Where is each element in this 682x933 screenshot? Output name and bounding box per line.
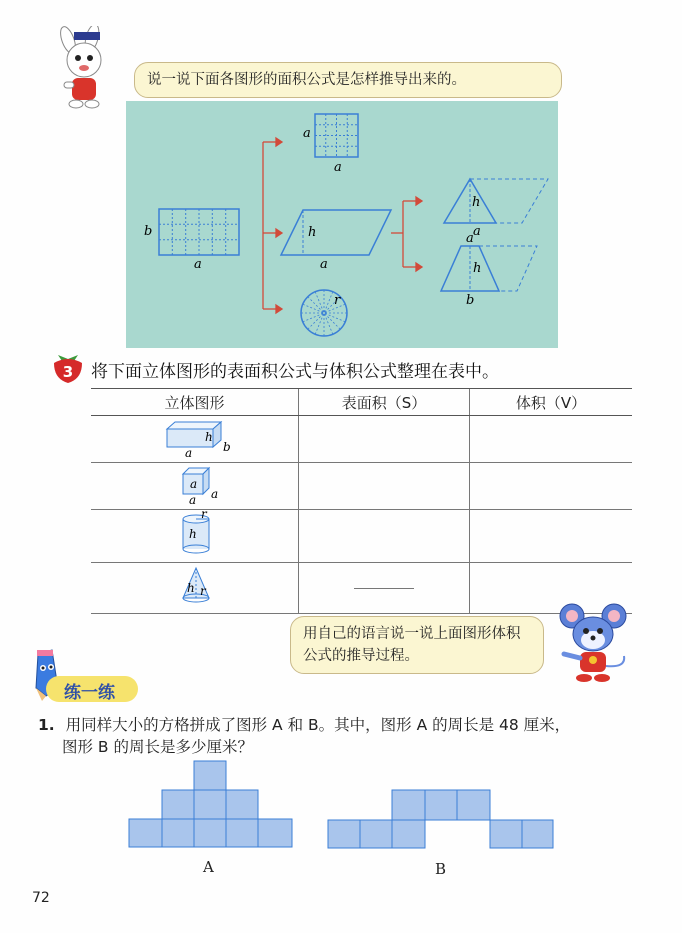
cylinder-h-label: h [188,527,197,541]
formula-table [91,388,632,614]
cube-a-label-2: a [210,487,218,501]
table-row [91,510,632,563]
question3-text: 将下面立体图形的表面积公式与体积公式整理在表中。 [91,362,499,382]
trapezoid-bottom-label: b [466,293,475,308]
cuboid-volume-cell[interactable] [470,416,633,463]
parallelogram-base-label: a [320,257,328,272]
cylinder-r-label: r [200,511,207,521]
cylinder-surface-cell[interactable] [299,510,470,563]
practice-title: 练一练 [64,683,115,703]
exercise-1 [38,714,658,758]
mouse-mascot [556,602,636,686]
cuboid-h-label: h [204,430,213,444]
table-row [91,563,632,614]
rabbit-mascot [50,26,122,110]
cube-a-label-1: a [189,477,197,491]
cuboid-surface-cell[interactable] [299,416,470,463]
square-grid [315,114,358,157]
figure-a-label: A [203,858,214,876]
square-bottom-label: a [334,160,342,175]
figure-b [327,788,555,850]
exercise-1-line2: 图形 B 的周长是多少厘米？ [62,738,253,756]
cuboid-figure [155,417,235,457]
cylinder-volume-cell[interactable] [470,510,633,563]
cone-r-label: r [199,584,206,598]
header-surface-area: 表面积（S） [299,389,470,416]
rectangle-side-label: b [144,224,153,239]
cuboid-cell [91,416,299,463]
circle-radius-label: r [334,293,341,308]
table-row [91,463,632,510]
header-volume: 体积（V） [470,389,633,416]
intro-speech-bubble [134,62,562,98]
area-formula-panel [126,101,558,348]
rectangle-grid [159,209,239,255]
cone-surface-cell[interactable] [299,563,470,614]
parallelogram [281,210,391,255]
table-header-row [91,389,632,416]
cube-cell [91,463,299,510]
cone-h-label: h [186,581,195,595]
cube-surface-cell[interactable] [299,463,470,510]
cylinder-cell [91,510,299,563]
cuboid-b-label: b [222,440,231,454]
header-solid: 立体图形 [91,389,299,416]
cone-surface-blank-line [354,588,414,589]
rectangle-bottom-label: a [194,257,202,272]
cone-cell [91,563,299,614]
cylinder-figure [165,511,225,557]
exercise-1-line1: 用同样大小的方格拼成了图形 A 和 B。其中，图形 A 的周长是 48 厘米， [65,716,571,734]
mouse-speech-text: 用自己的语言说一说上面图形体积公式的推导过程。 [303,626,521,664]
question3-number: 3 [62,363,74,381]
parallelogram-height-label: h [308,225,317,240]
derivation-arrows [263,138,422,313]
figure-a [128,760,294,850]
page-number: 72 [32,890,50,906]
cube-a-label-3: a [188,493,196,504]
intro-speech-text: 说一说下面各图形的面积公式是怎样推导出来的。 [147,72,466,88]
area-shapes-diagram [126,101,558,348]
trapezoid-height-label: h [473,261,482,276]
practice-title-badge [46,676,138,702]
triangle-base-label: a [473,224,481,239]
cone-figure [165,564,225,608]
cuboid-a-label: a [184,446,192,457]
strawberry-number-icon [50,349,86,385]
cube-volume-cell[interactable] [470,463,633,510]
triangle-height-label: h [472,195,481,210]
exercise-1-number: 1. [38,716,55,734]
figure-b-label: B [435,860,447,878]
square-side-label: a [303,126,311,141]
cube-figure [165,464,225,504]
table-row [91,416,632,463]
mouse-speech-bubble [290,616,544,674]
trapezoid-top-label: a [466,231,474,246]
